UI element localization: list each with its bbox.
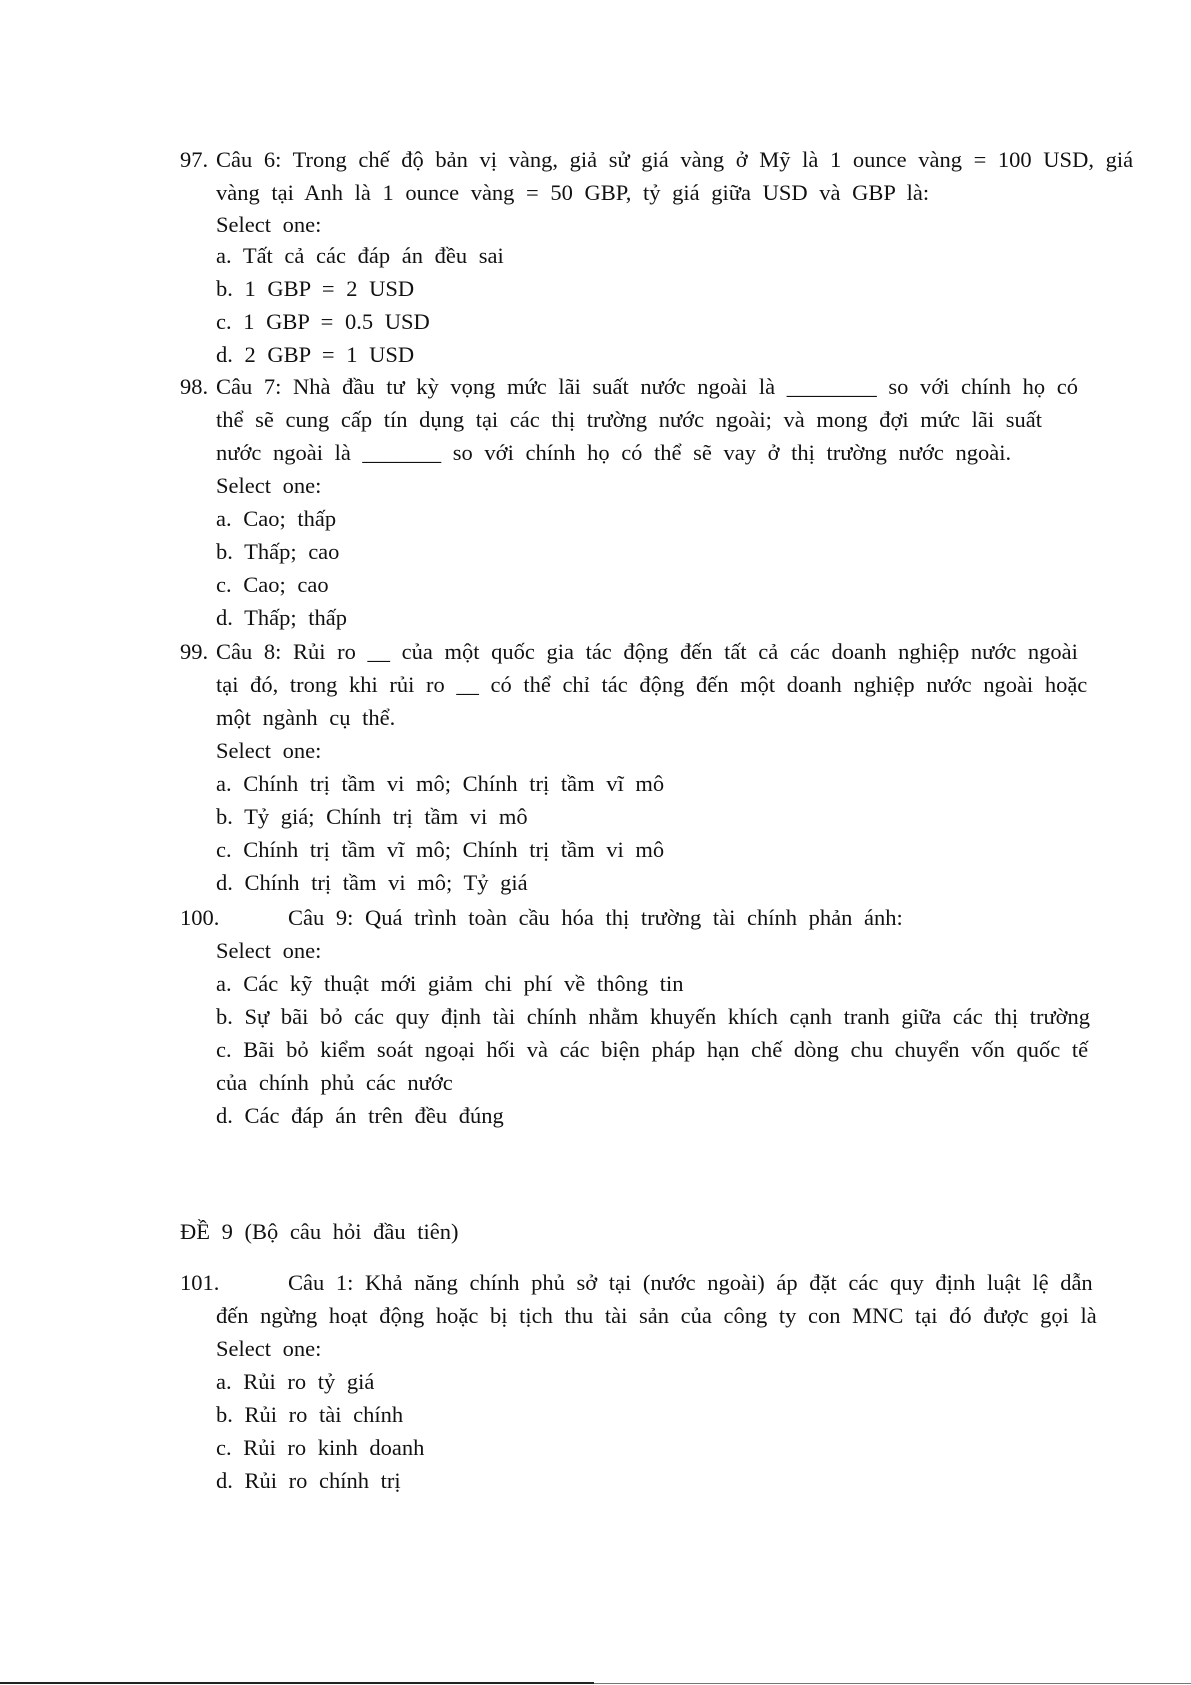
question-text-line: vàng tại Anh là 1 ounce vàng = 50 GBP, tỷ giá giữa USD và GBP là: <box>216 180 930 205</box>
question-number: 99. <box>180 639 209 664</box>
answer-option-c: c. 1 GBP = 0.5 USD <box>216 309 430 334</box>
select-one-label: Select one: <box>216 938 322 963</box>
answer-option-c: c. Chính trị tầm vĩ mô; Chính trị tầm vi mô <box>216 837 665 862</box>
page-bottom-rule <box>0 1682 594 1684</box>
question-number: 101. <box>180 1270 220 1295</box>
answer-option-a: a. Rủi ro tỷ giá <box>216 1369 375 1394</box>
question-text-line: Câu 8: Rủi ro __ của một quốc gia tác động đến tất cả các doanh nghiệp nước ngoài <box>216 639 1078 664</box>
question-number: 100. <box>180 905 220 930</box>
question-text-line: Câu 1: Khả năng chính phủ sở tại (nước ngoài) áp đặt các quy định luật lệ dẫn <box>288 1270 1093 1295</box>
answer-option-a: a. Tất cả các đáp án đều sai <box>216 243 504 268</box>
select-one-label: Select one: <box>216 1336 322 1361</box>
question-text-line: nước ngoài là _______ so với chính họ có thể sẽ vay ở thị trường nước ngoài. <box>216 440 1012 465</box>
question-text-line: đến ngừng hoạt động hoặc bị tịch thu tài sản của công ty con MNC tại đó được gọi là <box>216 1303 1097 1328</box>
answer-option-a: a. Các kỹ thuật mới giảm chi phí về thông tin <box>216 971 684 996</box>
question-text-line: Câu 6: Trong chế độ bản vị vàng, giả sử giá vàng ở Mỹ là 1 ounce vàng = 100 USD, giá <box>216 147 1134 172</box>
select-one-label: Select one: <box>216 738 322 763</box>
answer-option-c-continued: của chính phủ các nước <box>216 1070 453 1095</box>
select-one-label: Select one: <box>216 473 322 498</box>
question-text-line: một ngành cụ thể. <box>216 705 396 730</box>
answer-option-a: a. Chính trị tầm vi mô; Chính trị tầm vĩ mô <box>216 771 665 796</box>
answer-option-a: a. Cao; thấp <box>216 506 337 531</box>
page-bottom-rule-thin <box>594 1683 1191 1684</box>
answer-option-c: c. Bãi bỏ kiểm soát ngoại hối và các biện pháp hạn chế dòng chu chuyển vốn quốc tế <box>216 1037 1089 1062</box>
question-text-line: tại đó, trong khi rủi ro __ có thể chỉ tác động đến một doanh nghiệp nước ngoài hoặc <box>216 672 1088 697</box>
select-one-label: Select one: <box>216 212 322 237</box>
answer-option-b: b. Thấp; cao <box>216 539 340 564</box>
answer-option-d: d. Thấp; thấp <box>216 605 347 630</box>
answer-option-b: b. Sự bãi bỏ các quy định tài chính nhằm khuyến khích cạnh tranh giữa các thị trường <box>216 1004 1091 1029</box>
answer-option-c: c. Rủi ro kinh doanh <box>216 1435 425 1460</box>
answer-option-d: d. Chính trị tầm vi mô; Tỷ giá <box>216 870 528 895</box>
answer-option-d: d. 2 GBP = 1 USD <box>216 342 415 367</box>
answer-option-b: b. Tỷ giá; Chính trị tầm vi mô <box>216 804 528 829</box>
question-text-line: Câu 7: Nhà đầu tư kỳ vọng mức lãi suất nước ngoài là ________ so với chính họ có <box>216 374 1079 399</box>
question-number: 97. <box>180 147 209 172</box>
question-text-line: Câu 9: Quá trình toàn cầu hóa thị trường tài chính phản ánh: <box>288 905 903 930</box>
question-number: 98. <box>180 374 209 399</box>
answer-option-c: c. Cao; cao <box>216 572 329 597</box>
answer-option-d: d. Rủi ro chính trị <box>216 1468 401 1493</box>
section-heading: ĐỀ 9 (Bộ câu hỏi đầu tiên) <box>180 1219 459 1244</box>
question-text-line: thể sẽ cung cấp tín dụng tại các thị trường nước ngoài; và mong đợi mức lãi suất <box>216 407 1042 432</box>
answer-option-b: b. Rủi ro tài chính <box>216 1402 404 1427</box>
answer-option-b: b. 1 GBP = 2 USD <box>216 276 415 301</box>
answer-option-d: d. Các đáp án trên đều đúng <box>216 1103 504 1128</box>
